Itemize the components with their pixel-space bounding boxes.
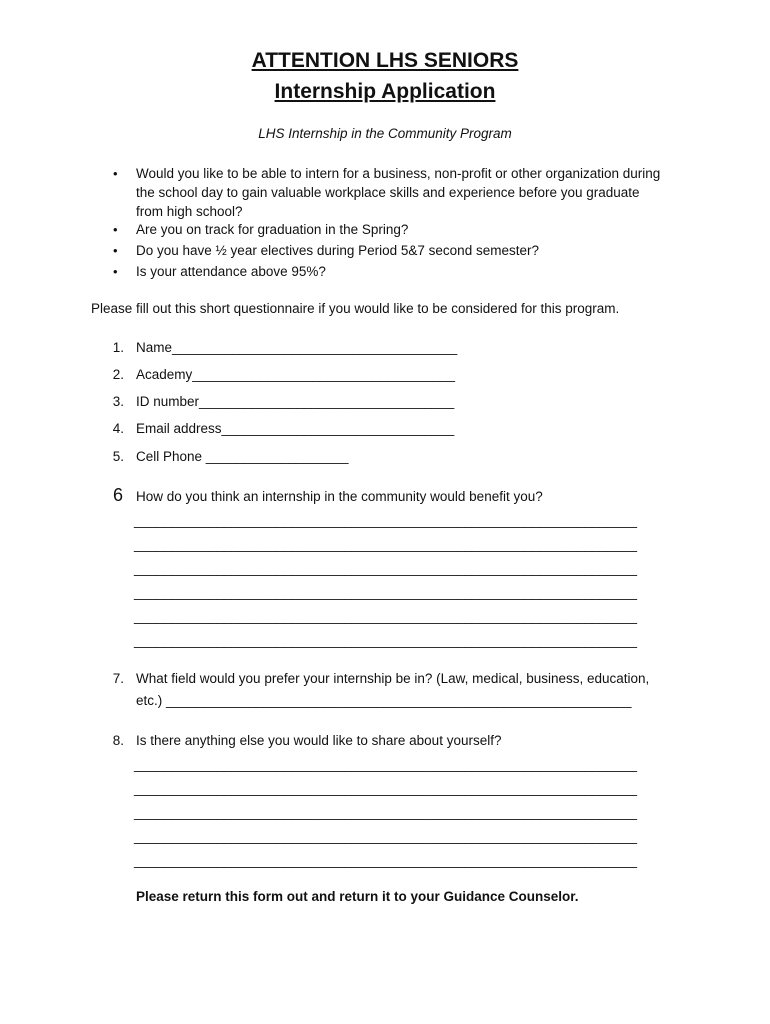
q6-answer-line[interactable]: ___________________________________________________________________ [134, 537, 638, 552]
q8-answer-line[interactable]: ___________________________________________________________________ [134, 805, 638, 820]
q6-question: How do you think an internship in the community would benefit you? [136, 489, 543, 504]
q7-number: 7. [112, 671, 124, 686]
q6-answer-line[interactable]: ___________________________________________________________________ [134, 561, 638, 576]
intro-text: Please fill out this short questionnaire if you would like to be considered for this program. [91, 301, 620, 316]
q3-number: 3. [112, 394, 124, 409]
q6-answer-line[interactable]: ___________________________________________________________________ [134, 513, 638, 528]
q4-number: 4. [112, 421, 124, 436]
bullet-1-line-2: the school day to gain valuable workplace skills and experience before you graduate [136, 185, 640, 200]
q7-question: What field would you prefer your internship be in? (Law, medical, business, education, [136, 671, 650, 686]
return-instruction: Please return this form out and return it to your Guidance Counselor. [136, 889, 579, 904]
q6-answer-line[interactable]: ___________________________________________________________________ [134, 609, 638, 624]
bullet-2: Are you on track for graduation in the Spring? [136, 222, 409, 237]
q8-answer-line[interactable]: ___________________________________________________________________ [134, 853, 638, 868]
q7-answer-field[interactable]: etc.) ______________________________________________________________ [136, 693, 632, 708]
q8-answer-line[interactable]: ___________________________________________________________________ [134, 781, 638, 796]
title-line-2: Internship Application [274, 80, 496, 103]
bullet-icon: • [113, 243, 118, 258]
q8-question: Is there anything else you would like to share about yourself? [136, 733, 502, 748]
cell-phone-field[interactable]: Cell Phone ___________________ [136, 449, 349, 464]
q6-answer-line[interactable]: ___________________________________________________________________ [134, 633, 638, 648]
bullet-icon: • [113, 166, 118, 181]
bullet-1-line-3: from high school? [136, 204, 243, 219]
q2-number: 2. [112, 367, 124, 382]
bullet-icon: • [113, 222, 118, 237]
id-number-field[interactable]: ID number__________________________________ [136, 394, 455, 409]
bullet-3: Do you have ½ year electives during Period 5&7 second semester? [136, 243, 539, 258]
q1-number: 1. [112, 340, 124, 355]
q6-answer-line[interactable]: ___________________________________________________________________ [134, 585, 638, 600]
bullet-icon: • [113, 264, 118, 279]
academy-field[interactable]: Academy___________________________________ [136, 367, 456, 382]
name-field[interactable]: Name______________________________________ [136, 340, 458, 355]
email-field[interactable]: Email address_______________________________ [136, 421, 455, 436]
q5-number: 5. [112, 449, 124, 464]
q6-number: 6 [113, 485, 124, 505]
q8-number: 8. [112, 733, 124, 748]
bullet-4: Is your attendance above 95%? [136, 264, 326, 279]
q8-answer-line[interactable]: ___________________________________________________________________ [134, 829, 638, 844]
title-line-1: ATTENTION LHS SENIORS [251, 49, 519, 72]
program-subtitle: LHS Internship in the Community Program [258, 126, 512, 141]
q8-answer-line[interactable]: ___________________________________________________________________ [134, 757, 638, 772]
bullet-1-line-1: Would you like to be able to intern for a business, non-profit or other organization during [136, 166, 661, 181]
